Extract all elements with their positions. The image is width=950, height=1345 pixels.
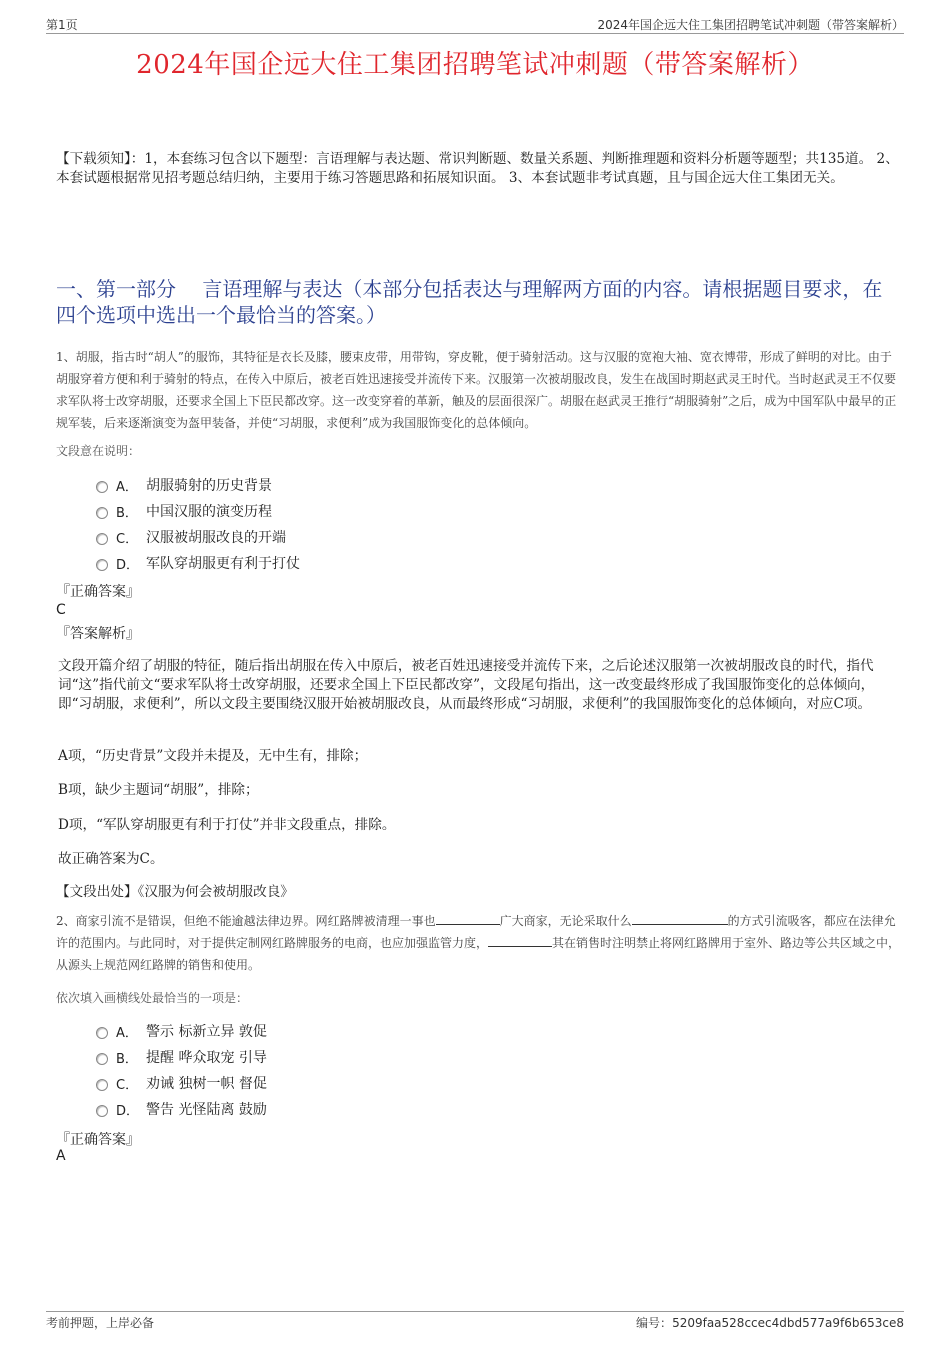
radio-icon[interactable] [96,1053,108,1065]
page-header [46,14,904,34]
option-b[interactable]: B． 中国汉服的演变历程 [96,498,300,524]
correct-answer: C [56,602,66,618]
passage-source: 【文段出处】《汉服为何会被胡服改良》 [56,884,294,900]
radio-icon[interactable] [96,1027,108,1039]
section-heading: 一、第一部分 言语理解与表达（本部分包括表达与理解两方面的内容。请根据题目要求，在四个选项中选出一个最恰当的答案。） [56,277,883,327]
fill-blank [632,912,728,925]
radio-icon[interactable] [96,481,108,493]
page-number: 第1页 [46,18,78,32]
radio-icon[interactable] [96,559,108,571]
answer-analysis: 文段开篇介绍了胡服的特征，随后指出胡服在传入中原后，被老百姓迅速接受并流传下来，之后论述汉服第一次被胡服改良的时代，指代词“这”指代前文“要求军队将士改穿胡服，还要求全国上下臣民都改穿”，文段尾句指出，这一改变最终形成了我国服饰变化的总体倾向，即“习胡服，求便利”，所以文段主要围绕汉服开始被胡服改良，从而最终形成“习胡服，求便利”的我国服饰变化的总体倾向，对应C项。 [58,658,875,712]
radio-icon[interactable] [96,1105,108,1117]
option-a[interactable]: A． 警示 标新立异 敦促 [96,1018,267,1044]
footer-slogan: 考前押题，上岸必备 [46,1316,155,1330]
option-d[interactable]: D． 警告 光怪陆离 鼓励 [96,1096,267,1122]
question-1-prompt: 文段意在说明： [56,444,141,458]
option-d[interactable]: D． 军队穿胡服更有利于打仗 [96,550,300,576]
radio-icon[interactable] [96,507,108,519]
question-1-options [96,472,300,576]
analysis-line-d: D项，“军队穿胡服更有利于打仗”并非文段重点，排除。 [58,817,396,833]
footer-divider [46,1311,904,1312]
answer-label: 『正确答案』 [56,584,140,600]
question-1-text: 1、胡服，指古时“胡人”的服饰，其特征是衣长及膝，腰束皮带，用带钩，穿皮靴，便于骑射活动。这与汉服的宽袍大袖、宽衣博带，形成了鲜明的对比。由于胡服穿着方便和利于骑射的特点，在传入中原后，被老百姓迅速接受并流传下来。汉服第一次被胡服改良，发生在战国时期赵武灵王时代。当时赵武灵王不仅要求军队将士改穿胡服，还要求全国上下臣民都改穿。这一改变穿着的革新，触及的层面很深广。胡服在赵武灵王推行“胡服骑射”之后，成为中国军队中最早的正规军装，后来逐渐演变为盔甲装备，并使“习胡服，求便利”成为我国服饰变化的总体倾向。 [56,350,897,430]
header-doc-title: 2024年国企远大住工集团招聘笔试冲刺题（带答案解析） [597,18,904,32]
question-2-text: 2、商家引流不是错误，但绝不能逾越法律边界。网红路牌被清理一事也 广大商家，无论采取什么 的方式引流吸客，都应在法律允许的范围内。与此同时，对于提供定制网红路牌服务的电商，也应加强监管力度， 其在销售时注明禁止将网红路牌用于室外、路边等公共区域之中，从源头上规范网红路牌的销售和使用。 [56,914,901,972]
question-2-prompt: 依次填入画横线处最恰当的一项是： [56,991,249,1005]
header-divider [46,33,904,34]
download-notice: 【下载须知】：1，本套练习包含以下题型：言语理解与表达题、常识判断题、数量关系题、判断推理题和资料分析题等题型；共135道。 2、本套试题根据常见招考题总结归纳，主要用于练习答题思路和拓展知识面。 3、本套试题非考试真题，且与国企远大住工集团无关。 [56,151,899,186]
analysis-line-a: A项，“历史背景”文段并未提及，无中生有，排除； [58,748,368,764]
question-2-options [96,1018,267,1122]
analysis-label: 『答案解析』 [56,626,140,642]
correct-answer: A [56,1148,66,1164]
analysis-conclusion: 故正确答案为C。 [58,851,164,867]
page-title: 2024年国企远大住工集团招聘笔试冲刺题（带答案解析） [136,50,814,80]
option-a[interactable]: A． 胡服骑射的历史背景 [96,472,300,498]
analysis-line-b: B项，缺少主题词“胡服”，排除； [58,782,259,798]
fill-blank [436,912,500,925]
radio-icon[interactable] [96,1079,108,1091]
answer-label: 『正确答案』 [56,1132,140,1148]
option-c[interactable]: C． 劝诫 独树一帜 督促 [96,1070,267,1096]
option-b[interactable]: B． 提醒 哗众取宠 引导 [96,1044,267,1070]
footer-code: 编号：5209faa528ccec4dbd577a9f6b653ce8 [636,1316,904,1330]
fill-blank [488,934,552,947]
option-c[interactable]: C． 汉服被胡服改良的开端 [96,524,300,550]
radio-icon[interactable] [96,533,108,545]
